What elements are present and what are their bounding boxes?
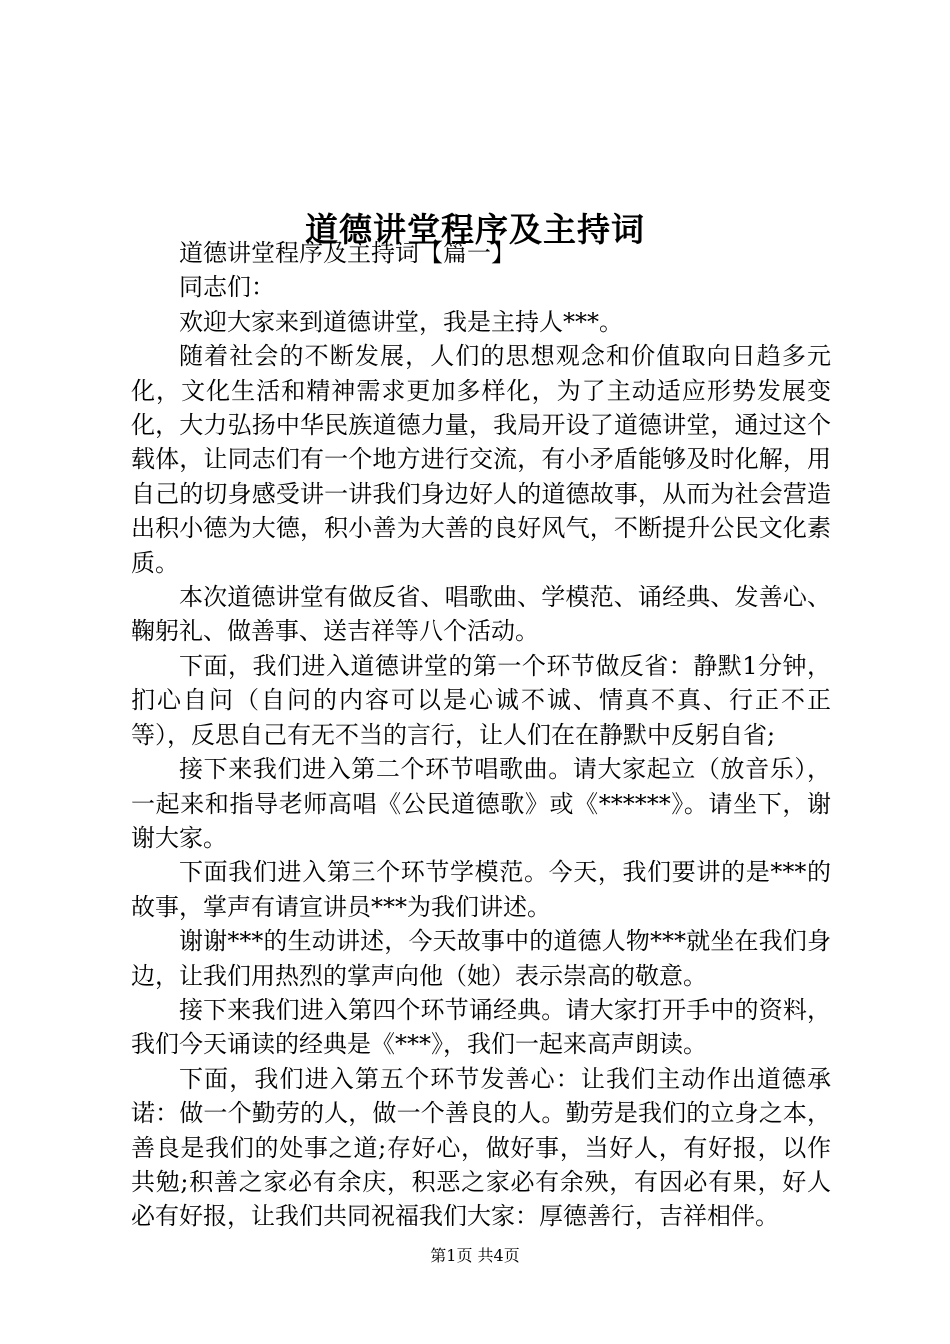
salutation: 同志们： xyxy=(179,273,275,302)
body-paragraph: 随着社会的不断发展，人们的思想观念和价值取向日趋多元化，文化生活和精神需求更加多样化，为了主动适应形势发展变化，大力弘扬中华民族道德力量，我局开设了道德讲堂，通过这个载体，让同志们有一个地方进行交流，有小矛盾能够及时化解，用自己的切身感受讲一讲我们身边好人的道德故事，从而为社会营造出积小德为大德，积小善为大善的良好风气，不断提升公民文化素质。 xyxy=(131,342,831,577)
section-heading: 道德讲堂程序及主持词【篇一】 xyxy=(179,239,515,267)
body-paragraph: 接下来我们进入第四个环节诵经典。请大家打开手中的资料，我们今天诵读的经典是《***》，我们一起来高声朗读。 xyxy=(131,995,831,1059)
body-paragraph: 接下来我们进入第二个环节唱歌曲。请大家起立（放音乐），一起来和指导老师高唱《公民道德歌》或《******》。请坐下，谢谢大家。 xyxy=(131,755,831,852)
document-title: 道德讲堂程序及主持词 xyxy=(305,210,645,250)
body-paragraph: 下面，我们进入第五个环节发善心：让我们主动作出道德承诺：做一个勤劳的人，做一个善良的人。勤劳是我们的立身之本，善良是我们的处事之道;存好心，做好事，当好人，有好报，以作共勉;积善之家必有余庆，积恶之家必有余殃，有因必有果，好人必有好报，让我们共同祝福我们大家：厚德善行，吉祥相伴。 xyxy=(131,1064,831,1231)
document-body xyxy=(131,236,831,1234)
body-paragraph: 下面我们进入第三个环节学模范。今天，我们要讲的是***的故事，掌声有请宣讲员***为我们讲述。 xyxy=(131,858,831,921)
page-number-footer: 第1页 共4页 xyxy=(430,1246,520,1265)
body-paragraph: 下面，我们进入道德讲堂的第一个环节做反省：静默1分钟，扪心自问（自问的内容可以是心诚不诚、情真不真、行正不正等），反思自己有无不当的言行，让人们在在静默中反躬自省; xyxy=(131,651,831,749)
body-paragraph: 欢迎大家来到道德讲堂，我是主持人***。 xyxy=(179,307,623,336)
body-paragraph: 谢谢***的生动讲述，今天故事中的道德人物***就坐在我们身边，让我们用热烈的掌声向他（她）表示崇高的敬意。 xyxy=(131,927,831,990)
body-paragraph: 本次道德讲堂有做反省、唱歌曲、学模范、诵经典、发善心、鞠躬礼、做善事、送吉祥等八个活动。 xyxy=(131,583,831,646)
